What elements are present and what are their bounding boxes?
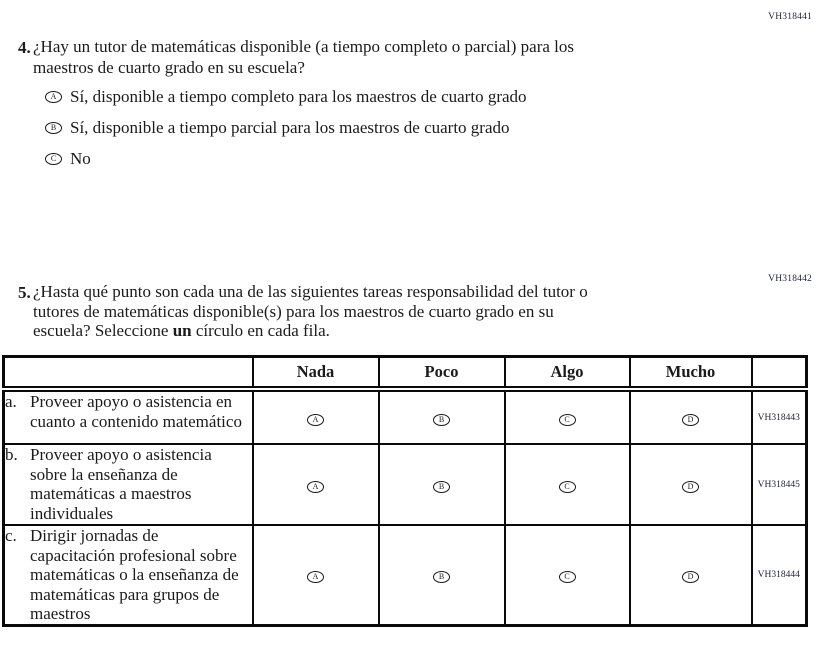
item-code-q4: VH318441 xyxy=(768,12,812,22)
col-header-poco: Poco xyxy=(379,357,505,390)
row-c-letter: c. xyxy=(5,526,17,545)
question-4-number: 4. xyxy=(18,38,31,57)
q5-line3-post: círculo en cada fila. xyxy=(195,321,330,340)
q4-option-c xyxy=(45,150,527,167)
col-header-mucho: Mucho xyxy=(630,357,752,390)
question-4-options xyxy=(45,88,527,167)
row-c-cell-nada xyxy=(253,525,379,625)
row-b-cell-nada xyxy=(253,444,379,525)
row-b-cell-poco xyxy=(379,444,505,525)
row-c-item-code: VH318444 xyxy=(752,525,807,625)
row-b-bubble-c[interactable]: C xyxy=(559,481,576,493)
q4-option-c-label: No xyxy=(70,148,91,168)
q5-response-matrix xyxy=(2,355,808,627)
row-b-cell-algo xyxy=(505,444,630,525)
row-a-cell-nada xyxy=(253,389,379,444)
row-a-bubble-b[interactable]: B xyxy=(433,414,450,426)
q4-option-a xyxy=(45,88,527,105)
question-4-line-1: ¿Hay un tutor de matemáticas disponible (a tiempo completo o parcial) para los xyxy=(33,37,574,56)
col-header-algo: Algo xyxy=(505,357,630,390)
row-a-label: Proveer apoyo o asistencia en cuanto a contenido matemático xyxy=(30,392,242,431)
row-a-bubble-d[interactable]: D xyxy=(682,414,699,426)
row-a-letter: a. xyxy=(5,392,17,411)
matrix-row-a xyxy=(4,389,807,444)
row-b-letter: b. xyxy=(5,445,18,464)
row-c-label: Dirigir jornadas de capacitación profesional sobre matemáticas o la enseñanza de matemáticas para grupos de maestros xyxy=(30,526,239,623)
row-b-bubble-d[interactable]: D xyxy=(682,481,699,493)
row-c-cell-algo xyxy=(505,525,630,625)
row-b-bubble-a[interactable]: A xyxy=(307,481,324,493)
question-5-line-1: ¿Hasta qué punto son cada una de las siguientes tareas responsabilidad del tutor o xyxy=(33,282,588,301)
row-c-cell-mucho xyxy=(630,525,752,625)
q4-option-a-label: Sí, disponible a tiempo completo para los maestros de cuarto grado xyxy=(70,86,527,106)
q4-option-b-label: Sí, disponible a tiempo parcial para los maestros de cuarto grado xyxy=(70,117,510,137)
question-4-line-2: maestros de cuarto grado en su escuela? xyxy=(33,57,305,77)
question-5-line-2: tutores de matemáticas disponible(s) para los maestros de cuarto grado en su xyxy=(33,301,554,321)
row-c-bubble-c[interactable]: C xyxy=(559,571,576,583)
q5-line3-emphasis: un xyxy=(172,321,192,340)
option-bubble-a[interactable]: A xyxy=(45,91,62,103)
matrix-header-row xyxy=(4,357,807,390)
row-a-cell-poco xyxy=(379,389,505,444)
row-b-label-cell xyxy=(4,444,253,525)
option-bubble-b[interactable]: B xyxy=(45,122,62,134)
question-4-text xyxy=(33,37,574,78)
row-a-bubble-a[interactable]: A xyxy=(307,414,324,426)
matrix-row-c xyxy=(4,525,807,625)
question-5-number: 5. xyxy=(18,283,31,302)
row-c-bubble-a[interactable]: A xyxy=(307,571,324,583)
row-a-label-cell xyxy=(4,389,253,444)
row-c-cell-poco xyxy=(379,525,505,625)
question-5-line-3 xyxy=(33,321,588,341)
row-b-item-code: VH318445 xyxy=(752,444,807,525)
matrix-row-b xyxy=(4,444,807,525)
q5-line3-pre: escuela? Seleccione xyxy=(33,321,169,340)
q4-option-b xyxy=(45,119,527,136)
question-5-text xyxy=(33,282,588,341)
col-header-nada: Nada xyxy=(253,357,379,390)
row-c-bubble-d[interactable]: D xyxy=(682,571,699,583)
col-header-code xyxy=(752,357,807,390)
item-code-q5: VH318442 xyxy=(768,274,812,284)
matrix-stub-header xyxy=(4,357,253,390)
row-a-bubble-c[interactable]: C xyxy=(559,414,576,426)
row-a-cell-algo xyxy=(505,389,630,444)
row-b-bubble-b[interactable]: B xyxy=(433,481,450,493)
row-b-cell-mucho xyxy=(630,444,752,525)
row-c-label-cell xyxy=(4,525,253,625)
row-a-cell-mucho xyxy=(630,389,752,444)
row-a-item-code: VH318443 xyxy=(752,389,807,444)
row-c-bubble-b[interactable]: B xyxy=(433,571,450,583)
row-b-label: Proveer apoyo o asistencia sobre la enseñanza de matemáticas a maestros individuales xyxy=(30,445,212,523)
option-bubble-c[interactable]: C xyxy=(45,153,62,165)
